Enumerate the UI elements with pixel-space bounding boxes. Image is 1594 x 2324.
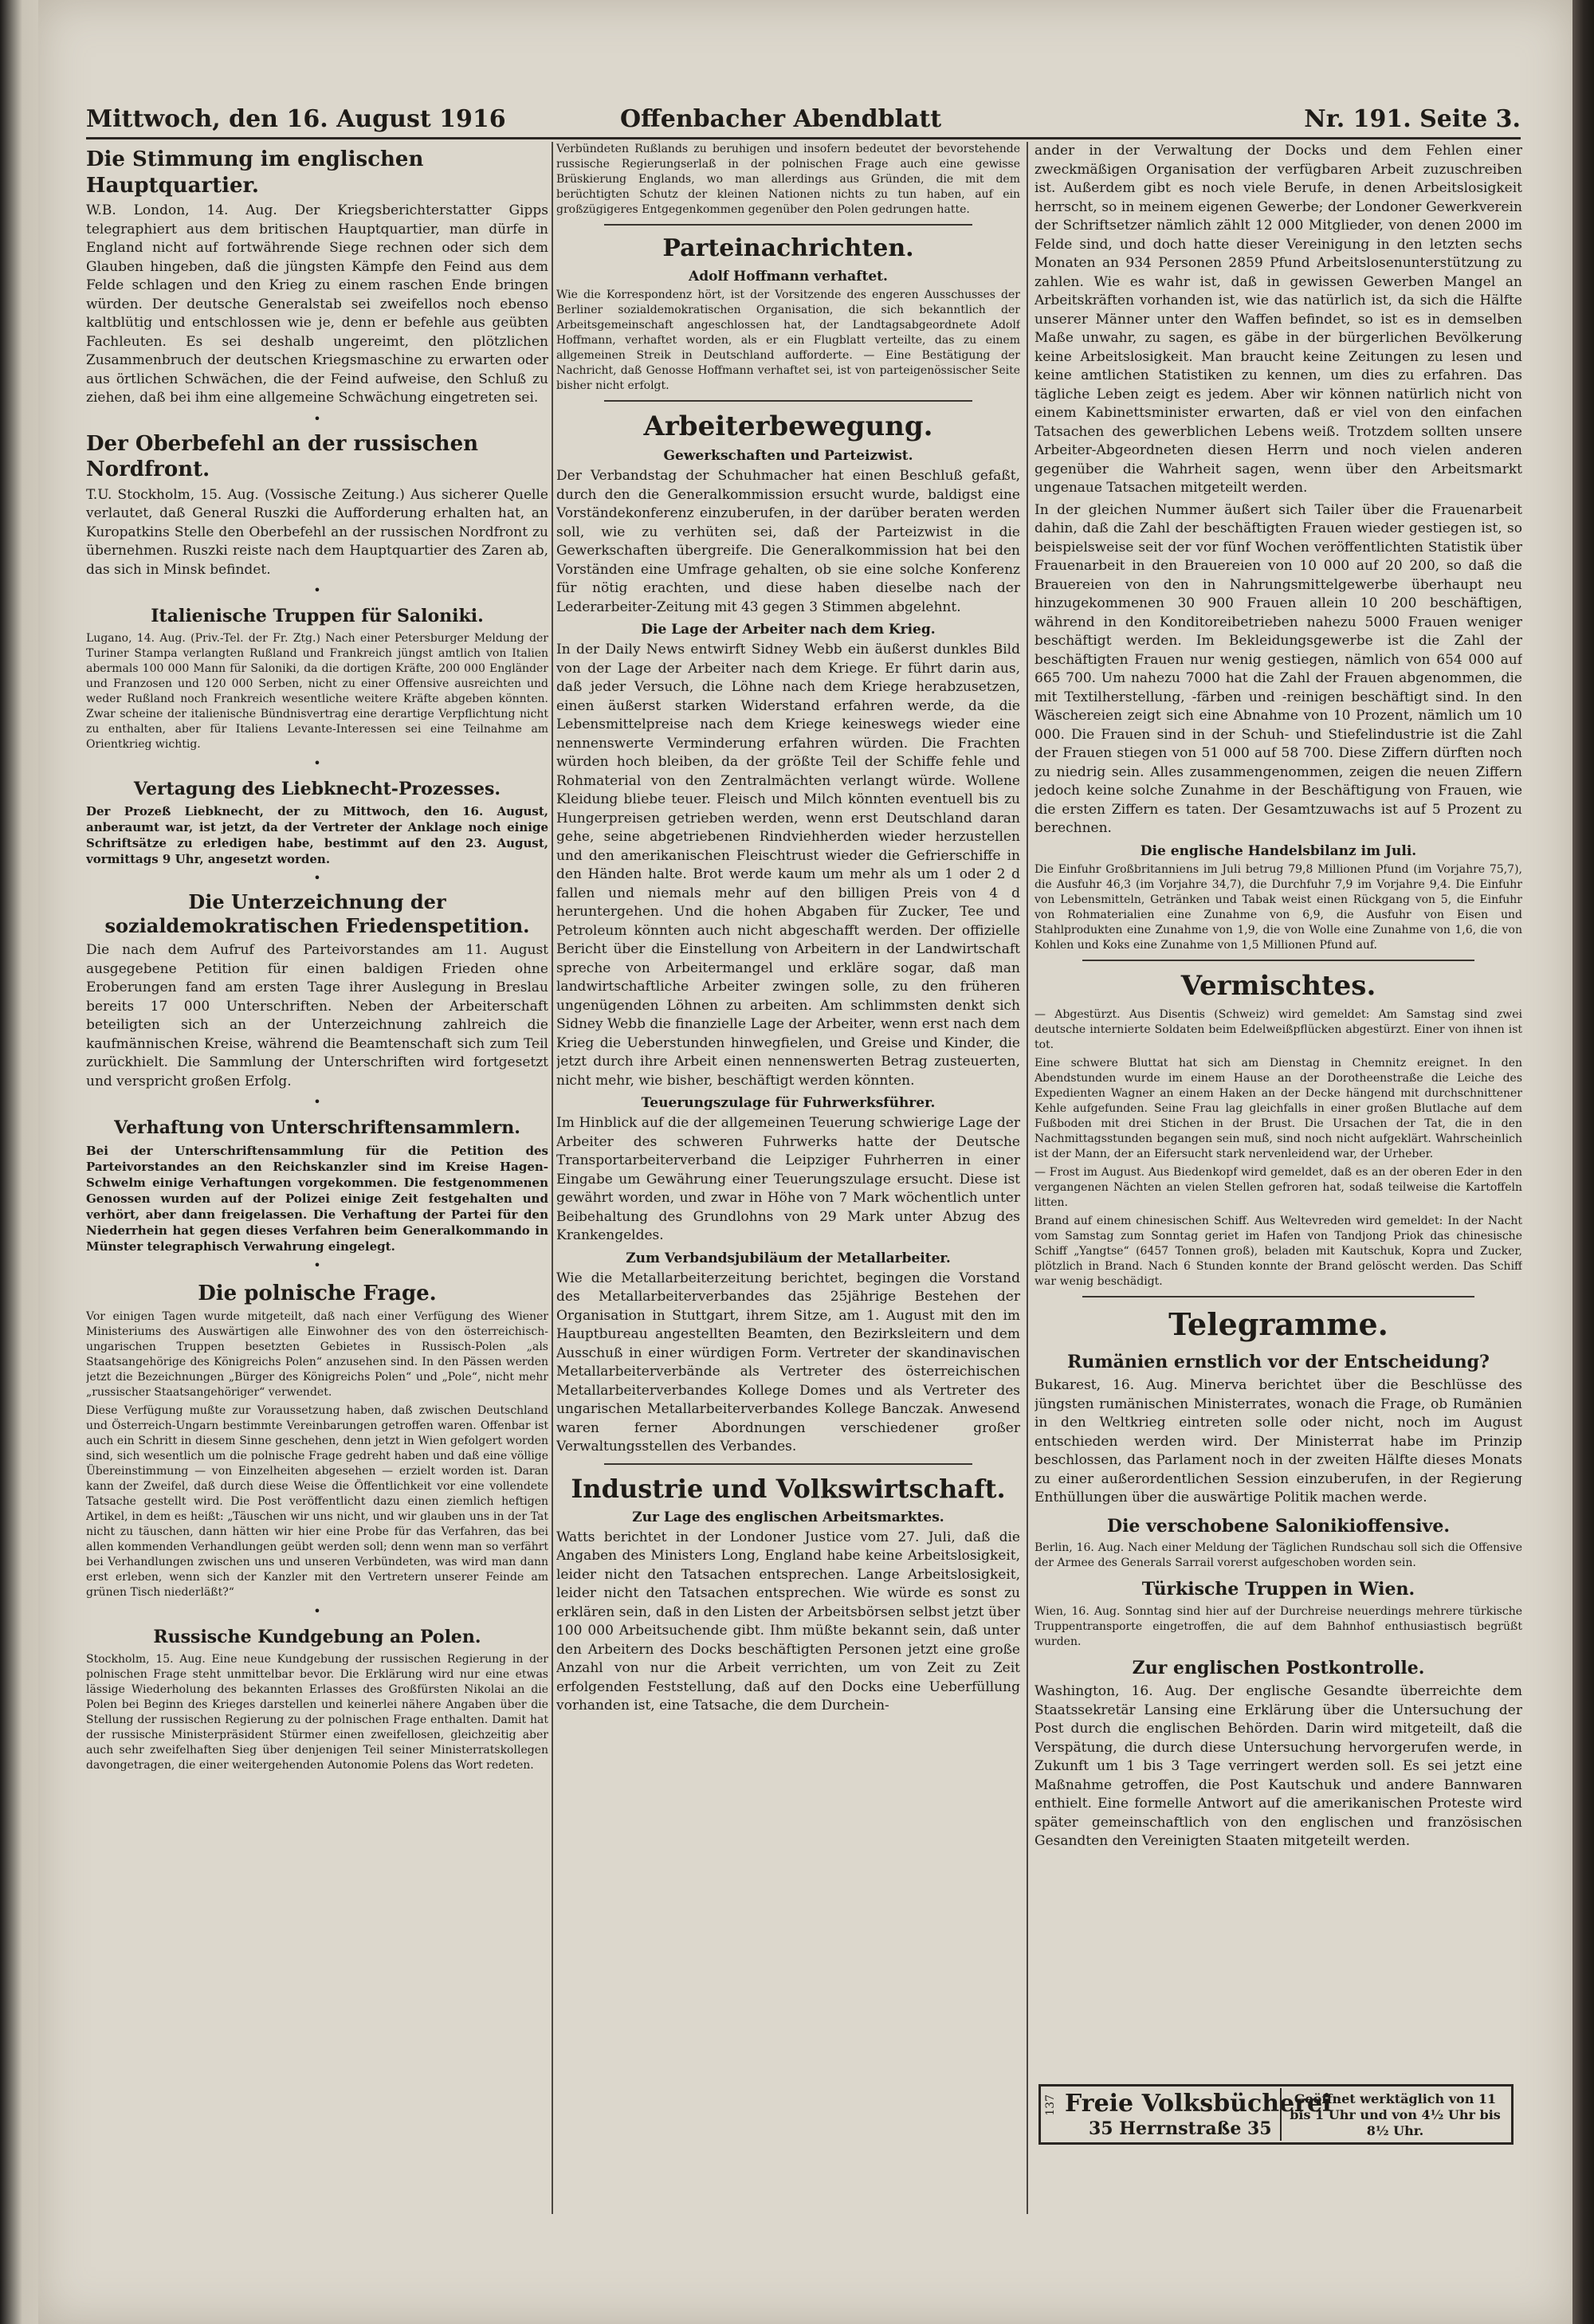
article-title: Die polnische Frage. bbox=[198, 1281, 437, 1305]
separator-star: • bbox=[313, 1094, 321, 1109]
separator-star: • bbox=[313, 1257, 321, 1273]
article-text: Bei der Unterschriftensammlung für die Petition des Parteivorstandes an den Reichskanzler sind im Kreise Hagen-Schwelm einige Verhaftungen vorgekommen. Die festgenommenen Genossen wurden auf der Polizei einige Zeit festgehalten und verhört, aber dann freigelassen. Die Verhaftung der Partei für den Niederrhein hat gegen dieses Verfahren beim Generalkommando in Münster telegraphisch Verwahrung eingelegt. bbox=[86, 1143, 548, 1254]
section-title: Telegramme. bbox=[1168, 1306, 1388, 1342]
article-text: Die nach dem Aufruf des Parteivorstandes am 11. August ausgegebene Petition für einen baldigen Frieden ohne Eroberungen fand am ersten Tage ihrer Auslegung in Breslau bereits 17 000 Unterschriften. Neben der Arbeiterschaft beteiligten sich an der Unterzeichnung zahlreich die kaufmännischen Kreise, während die Beamtenschaft sich zum Teil zurückhielt. Die Sammlung der Unterschriften wird fortgesetzt und verspricht großen Erfolg. bbox=[86, 942, 548, 1089]
article-subtitle: Die Lage der Arbeiter nach dem Krieg. bbox=[641, 622, 936, 638]
column-1 bbox=[86, 142, 548, 2230]
divider bbox=[604, 1463, 972, 1465]
article-subtitle: Teuerungszulage für Fuhrwerksführer. bbox=[641, 1095, 936, 1111]
separator-star: • bbox=[313, 1604, 321, 1619]
column-divider-2 bbox=[1027, 142, 1028, 2214]
article-text: Watts berichtet in der Londoner Justice vom 27. Juli, daß die Angaben des Ministers Long, England habe keine Arbeitslosigkeit, leider nicht den Tatsachen entsprechen. Lange Arbeitslosigkeit, leider nicht den Tatsachen entsprechen. Wie würde es sonst zu erklären sein, daß in den Listen der Arbeitsbörsen selbst jetzt über 100 000 Arbeitsuchende gibt. Ihm müßte bekannt sein, daß unter den Arbeitern des Docks beschäftigten Personen jetzt eine große Anzahl von nur die Arbeit verrichten, um von Zeit zu Zeit erfolgenden Feststellung, daß auf den Docks eine Ueberfüllung vorhanden ist, eine Tatsache, die dem Durchein- bbox=[556, 1529, 1020, 1714]
article-subtitle: Zur Lage des englischen Arbeitsmarktes. bbox=[632, 1509, 944, 1525]
article-text: Die Einfuhr Großbritanniens im Juli betrug 79,8 Millionen Pfund (im Vorjahre 75,7), die Ausfuhr 46,3 (im Vorjahre 34,7), die Durchfuhr 7,9 im Vorjahre 9,4. Die Einfuhr von Lebensmitteln, Getränken und Tabak weist einen Rückgang von 5, die Einfuhr von Rohmaterialien eine Zunahme von 6,9, die Ausfuhr von Eisen und Stahlprodukten eine Zunahme von 1,9, die von Wolle eine Zunahme von 1,6, die von Kohlen und Koks eine Zunahme von 1,5 Millionen Pfund auf. bbox=[1035, 862, 1522, 952]
article-text: Diese Verfügung mußte zur Voraussetzung haben, daß zwischen Deutschland und Österreich-Ungarn bestimmte Vereinbarungen getroffen waren. Offenbar ist auch ein Schritt in diesem Sinne geschehen, denn jetzt in Wien gefolgert worden sind, sich wesentlich um die polnische Frage gedreht haben und daß eine völlige Übereinstimmung — von Einzelheiten abgesehen — erzielt worden ist. Daran kann der Zweifel, daß durch diese Weise die Öffentlichkeit vor eine vollendete Tatsache gestellt wird. Die Post veröffentlicht dazu einen ziemlich heftigen Artikel, in dem es heißt: „Täuschen wir uns nicht, und wir glauben uns in der Tat nicht zu täuschen, dann hätten wir hier eine Probe für das Verfahren, das bei allen kommenden Verhandlungen geübt werden soll; denn wenn man so verfährt bei Verhandlungen zwischen uns und unseren Verbündeten, was wird man dann erst erleben, wenn sich der Kanzler mit den Vertretern unserer Feinde am grünen Tisch niederläßt?“ bbox=[86, 1404, 548, 1599]
newspaper-page bbox=[38, 0, 1572, 2324]
article-text: Vor einigen Tagen wurde mitgeteilt, daß nach einer Verfügung des Wiener Ministeriums des Auswärtigen alle Einwohner des von den österreichisch-ungarischen Truppen besetzten Gebietes in Russisch-Polen „als Staatsangehörige des Königreichs Polen“ anzusehen sind. In den Pässen werden jetzt die Bezeichnungen „Bürger des Königreichs Polen“ und „Pole“, nicht mehr „russischer Staatsangehöriger“ verwendet. bbox=[86, 1310, 548, 1399]
article-title: Der Oberbefehl an der russischen Nordfront. bbox=[86, 431, 479, 481]
article-text: W.B. London, 14. Aug. Der Kriegsberichterstatter Gipps telegraphiert aus dem britischen Hauptquartier, man dürfe in England nicht auf fortwährende Siege rechnen oder sich dem Glauben hingeben, daß die jüngsten Kämpfe den Feind aus dem Felde schlagen und den Krieg zu einem raschen Ende bringen würden. Der deutsche Generalstab sei zweifellos noch ebenso kaltblütig und entschlossen wie je, denn er befehle aus geübten Fachleuten. Es sei deshalb ungereimt, den plötzlichen Zusammenbruch der deutschen Kriegsmaschine zu erwarten oder aus örtlichen Schwächen, die der Feind aufweise, den Schluß zu ziehen, daß bei ihm eine allgemeine Schwächung eingetreten sei. bbox=[86, 202, 548, 406]
article-subtitle: Gewerkschaften und Parteizwist. bbox=[663, 448, 913, 464]
section-title: Arbeiterbewegung. bbox=[643, 410, 933, 442]
divider bbox=[604, 400, 972, 402]
header-date: Mittwoch, den 16. August 1916 bbox=[86, 105, 506, 133]
article-subtitle: Zum Verbandsjubiläum der Metallarbeiter. bbox=[626, 1250, 951, 1266]
article-text: In der gleichen Nummer äußert sich Tailer über die Frauenarbeit dahin, daß die Zahl der beschäftigten Frauen wieder gestiegen ist, so beispielsweise seit der vor fünf Wochen veröffentlichten Statistik über Frauenarbeit in den Brauereien von 10 000 auf 20 200, so daß die Brauereien von den in Nahrungsmittelgewerbe überhaupt neu hinzugekommenen 30 900 Frauen allein 10 200 beschäftigen, während in den Konditoreibetrieben nahezu 5000 Frauen weniger beschäftigt werden. Im Bekleidungsgewerbe ist die Zahl der beschäftigten Frauen nur wenig gestiegen, nämlich von 654 000 auf 665 700. Um nahezu 7000 hat die Zahl der Frauen abgenommen, die mit Textilherstellung, -färben und -reinigen beschäftigt sind. In den Wäschereien zeigt sich eine Abnahme von 10 Prozent, nämlich um 10 000. Die Frauen sind in der Schuh- und Stiefelindustrie ist die Zahl der Frauen stiegen von 51 000 auf 58 700. Diese Ziffern dürften noch zu niedrig sein. Alles zusammengenommen, zeigen die neuen Ziffern jedoch keine solche Zunahme in der Beschäftigung von Frauen, wie die ersten Ziffern es taten. Der Gesamtzuwachs ist auf 5 Prozent zu berechnen. bbox=[1035, 501, 1522, 836]
article-text: Wien, 16. Aug. Sonntag sind hier auf der Durchreise neuerdings mehrere türkische Truppentransporte eingetroffen, die auf dem Bahnhof enthusiastisch begrüßt wurden. bbox=[1035, 1604, 1522, 1648]
article-text: Der Verbandstag der Schuhmacher hat einen Beschluß gefaßt, durch den die Generalkommission ersucht wurde, baldigst eine Vorständekonferenz einzuberufen, in der darüber beraten werden soll, wie zu verhüten sei, daß der Parteizwist in die Gewerkschaften übergreife. Die Generalkommission hat bei den Vorständen eine Umfrage gehalten, ob sie eine solche Konferenz für nötig erachten, und diese haben dieselbe nach der Lederarbeiter-Zeitung mit 43 gegen 3 Stimmen abgelehnt. bbox=[556, 468, 1020, 615]
separator-star: • bbox=[313, 870, 321, 885]
article-text: Washington, 16. Aug. Der englische Gesandte überreichte dem Staatssekretär Lansing eine Erklärung über die Untersuchung der Post durch die englischen Behörden. Darin wird mitgeteilt, daß die Verspätung, die durch diese Untersuchung hervorgerufen werde, in Zukunft um 1 bis 3 Tage verringert werden soll. Es sei jetzt eine Maßnahme getroffen, die Post Kautschuk und andere Bannwaren enthielt. Eine formelle Antwort auf die amerikanischen Proteste wird später gemeinschaftlich von den englischen und französischen Gesandten den Vereinigten Staaten mitgeteilt werden. bbox=[1035, 1683, 1522, 1849]
article-title: Die verschobene Salonikioffensive. bbox=[1107, 1515, 1450, 1537]
header-masthead: Offenbacher Abendblatt bbox=[620, 105, 942, 133]
article-title: Vertagung des Liebknecht-Prozesses. bbox=[133, 778, 501, 799]
header-issue: Nr. 191. Seite 3. bbox=[1304, 105, 1521, 133]
article-title: Die Stimmung im englischen Hauptquartier. bbox=[86, 147, 424, 198]
article-text: T.U. Stockholm, 15. Aug. (Vossische Zeitung.) Aus sicherer Quelle verlautet, daß General Ruszki die Aufforderung erhalten hat, an Kuropatkins Stelle den Oberbefehl an der russischen Nordfront zu übernehmen. Ruszki reiste nach dem Hauptquartier des Zaren ab, das sich in Minsk befindet. bbox=[86, 486, 548, 578]
ad-opening-hours: Geöffnet werktäglich von 11 bis 1 Uhr und von 4½ Uhr bis 8½ Uhr. bbox=[1280, 2088, 1509, 2141]
ad-number: 137 bbox=[1044, 2094, 1057, 2116]
article-title: Die Unterzeichnung der sozialdemokratischen Friedenspetition. bbox=[104, 890, 530, 937]
article-subtitle: Die englische Handelsbilanz im Juli. bbox=[1140, 842, 1417, 859]
section-title: Vermischtes. bbox=[1180, 969, 1376, 1002]
library-advertisement bbox=[1038, 2084, 1514, 2145]
article-text: — Abgestürzt. Aus Disentis (Schweiz) wird gemeldet: Am Samstag sind zwei deutsche internierte Soldaten beim Edelweißpflücken abgestürzt. Einer von ihnen ist tot. bbox=[1035, 1008, 1522, 1051]
section-title: Parteinachrichten. bbox=[662, 234, 914, 262]
article-text: In der Daily News entwirft Sidney Webb ein äußerst dunkles Bild von der Lage der Arbeiter nach dem Kriege. Er führt darin aus, daß jeder Versuch, die Löhne nach dem Kriege herabzusetzen, einen äußerst starken Widerstand erfahren werde, da die Lebensmittelpreise nach dem Kriege keineswegs wieder eine nennenswerte Verminderung erfahren würden. Die Frachten würden hoch bleiben, da der größte Teil der Schiffe fehle und Rohmaterial von den Zentralmächten verlangt würde. Wollene Kleidung bliebe teuer. Fleisch und Milch könnten eventuell bis zu Hungerpreisen getrieben werden, wenn erst Deutschland daran gehe, seine abgetriebenen Rindviehherden wieder herzustellen und den amerikanischen Fleischtrust wieder die Gefrierschiffe in den Händen halte. Brot werde kaum um mehr als um 1 oder 2 d fallen und niemals mehr auf den billigen Preis von 4 d heruntergehen. Und die hohen Abgaben für Zucker, Tee und Petroleum könnten auch nicht abgeschafft werden. Der offizielle Bericht über die Einstellung von Arbeitern in der Landwirtschaft spreche von Arbeitermangel und erkläre sogar, daß man landwirtschaftliche Arbeiter zwingen solle, zu den früheren ungenügenden Löhnen zu arbeiten. Am schlimmsten denkt sich Sidney Webb die finanzielle Lage der Arbeiter, wenn erst nach dem Krieg die Ueberstunden hinwegfielen, und Greise und Kinder, die jetzt durch ihre Arbeit einen nennenswerten Betrag zusteuerten, nicht mehr, wie bisher, beschäftigt werden könnten. bbox=[556, 642, 1020, 1089]
article-text: — Frost im August. Aus Biedenkopf wird gemeldet, daß es an der oberen Eder in den vergangenen Nächten an vielen Stellen gefroren hat, sodaß teilweise die Kartoffeln litten. bbox=[1035, 1166, 1522, 1209]
article-text: ander in der Verwaltung der Docks und dem Fehlen einer zweckmäßigen Organisation der verfügbaren Arbeit zuzuschreiben ist. Außerdem gibt es noch viele Berufe, in denen Arbeitslosigkeit herrscht, so in meinem eigenen Gewerbe; der Londoner Gewerkverein der Schriftsetzer nämlich zählt 12 000 Mitglieder, von denen 2000 im Felde sind, und doch hatte dieser Vereinigung in den letzten sechs Monaten an 934 Personen 2859 Pfund Arbeitslosenunterstützung zu zahlen. Wie es wahr ist, daß in gewissen Gewerben Mangel an Arbeitskräften vorhanden ist, wie das natürlich ist, da sich die Hälfte unserer Männer unter den Waffen befindet, so ist es in demselben Maße unwahr, zu sagen, es gäbe in der bürgerlichen Bevölkerung keine Arbeitslosigkeit. Man braucht keine Zeitungen zu lesen und keine amtlichen Statistiken zu kennen, um dies zu erfahren. Das tägliche Leben zeigt es jedem. Aber wir können natürlich nicht von einem Kabinettsminister erwarten, daß er viel von den einfachen Tatsachen des gewerblichen Lebens weiß. Trotzdem sollten unsere Arbeiter-Abgeordneten diesen Herrn und noch vielen anderen gegenüber die Wahrheit sagen, wenn über den Arbeitsmarkt ungenaue Tatsachen mitgeteilt werden. bbox=[1035, 143, 1522, 496]
ad-library-name: Freie Volksbücherei bbox=[1065, 2090, 1332, 2118]
divider bbox=[1082, 1296, 1474, 1297]
article-text: Der Prozeß Liebknecht, der zu Mittwoch, den 16. August, anberaumt war, ist jetzt, da der Vertreter der Anklage noch einige Schriftsätze zu erledigen habe, bestimmt auf den 23. August, vormittags 9 Uhr, angesetzt worden. bbox=[86, 804, 548, 866]
separator-star: • bbox=[313, 410, 321, 426]
article-text: Brand auf einem chinesischen Schiff. Aus Weltevreden wird gemeldet: In der Nacht vom Samstag zum Sonntag geriet im Hafen von Tandjong Priok das chinesische Schiff „Yangtse“ (6457 Tonnen groß), beladen mit Kautschuk, Kopra und Zucker, plötzlich in Brand. Nach 6 Stunden konnte der Brand gelöscht werden. Das Schiff war wenig beschädigt. bbox=[1035, 1215, 1522, 1288]
article-title: Rumänien ernstlich vor der Entscheidung? bbox=[1067, 1351, 1490, 1372]
header-rule bbox=[86, 137, 1521, 139]
divider bbox=[604, 224, 972, 226]
article-text: Berlin, 16. Aug. Nach einer Meldung der Täglichen Rundschau soll sich die Offensive der Armee des Generals Sarrail vorerst aufgeschoben worden sein. bbox=[1035, 1541, 1522, 1569]
divider bbox=[1082, 960, 1474, 961]
article-title: Italienische Truppen für Saloniki. bbox=[151, 606, 484, 626]
column-3 bbox=[1035, 142, 1522, 2150]
article-text: Wie die Korrespondenz hört, ist der Vorsitzende des engeren Ausschusses der Berliner sozialdemokratischen Organisation, die sich bekanntlich der Arbeitsgemeinschaft angeschlossen hat, der Landtagsabgeordnete Adolf Hoffmann, verhaftet worden, als er ein Flugblatt verteilte, das zu einem allgemeinen Streik in Deutschland aufforderte. — Eine Bestätigung der Nachricht, daß Genosse Hoffmann verhaftet sei, ist von parteigenössischer Seite bisher nicht erfolgt. bbox=[556, 288, 1020, 392]
page-header bbox=[86, 105, 1521, 137]
article-text: Bukarest, 16. Aug. Minerva berichtet über die Beschlüsse des jüngsten rumänischen Ministerrates, wonach die Frage, ob Rumänien in den Weltkrieg eintreten solle oder nicht, noch im August entschieden werden wird. Der Ministerrat habe im Prinzip beschlossen, das Parlament noch in der zweiten Hälfte dieses Monats zu einer außerordentlichen Session einzuberufen, in der Regierung Enthüllungen über die auswärtige Politik machen werde. bbox=[1035, 1377, 1522, 1505]
article-title: Russische Kundgebung an Polen. bbox=[153, 1627, 481, 1647]
column-divider-1 bbox=[552, 142, 553, 2214]
article-text: Lugano, 14. Aug. (Priv.-Tel. der Fr. Ztg.) Nach einer Petersburger Meldung der Turiner Stampa verlangten Rußland und Frankreich jüngst amtlich von Italien abermals 100 000 Mann für Saloniki, da die dortigen Kräfte, 200 000 Engländer und Franzosen und 120 000 Serben, nicht zu einer Offensive ausreichten und weder Rußland noch Frankreich wesentliche weitere Kräfte abgeben könnten. Zwar scheine der italienische Bündnisvertrag eine derartige Verpflichtung nicht zu enthalten, aber für Italiens Levante-Interessen sei eine Teilnahme am Orientkrieg wichtig. bbox=[86, 631, 548, 751]
separator-star: • bbox=[313, 583, 321, 598]
article-text: Stockholm, 15. Aug. Eine neue Kundgebung der russischen Regierung in der polnischen Frage steht unmittelbar bevor. Die Erklärung wird nur eine etwas lässige Wiederholung des bekannten Erlasses des Großfürsten Nikolai an die Polen bei Beginn des Krieges darstellen und keinerlei nähere Angaben über die Stellung der russischen Regierung zu der polnischen Frage enthalten. Damit hat der russische Ministerpräsident Stürmer einen zweifellosen, gleichzeitig aber auch sehr zweifelhaften Sieg über denjenigen Teil seiner Ministerratskollegen davongetragen, die einer weitergehenden Autonomie Polens das Wort redeten. bbox=[86, 1652, 548, 1772]
article-text: Verbündeten Rußlands zu beruhigen und insofern bedeutet der bevorstehende russische Regierungserlaß in der polnischen Frage auch eine gewisse Brüskierung Englands, wo man allerdings aus Gründen, die mit dem berüchtigten Schutz der kleinen Nationen nichts zu tun haben, auf ein großzügigeres Entgegenkommen gegenüber den Polen gedrungen hatte. bbox=[556, 143, 1020, 216]
separator-star: • bbox=[313, 755, 321, 771]
ad-address: 35 Herrnstraße 35 bbox=[1089, 2118, 1272, 2139]
article-text: Wie die Metallarbeiterzeitung berichtet, begingen die Vorstand des Metallarbeiterverbandes das 25jährige Bestehen der Organisation in Stuttgart, ihrem Sitze, am 1. August mit den im Hauptbureau angestellten Beamten, den Bezirksleitern und dem Ausschuß in einer würdigen Form. Vertreter der skandinavischen Metallarbeiterverbände als Vertreter des österreichischen Metallarbeiterverbandes Kollege Domes und als Vertreter des ungarischen Metallarbeiterverbandes Kollege Banczak. Anwesend waren ferner Abordnungen verschiedener großer Verwaltungsstellen des Verbandes. bbox=[556, 1270, 1020, 1454]
article-text: Eine schwere Bluttat hat sich am Dienstag in Chemnitz ereignet. In den Abendstunden wurde im einem Hause an der Dorotheenstraße die Leiche des Expedienten Wagner an einem Haken an der Decke hängend mit durchschnittener Kehle aufgefunden. Seine Frau lag gleichfalls in einer großen Blutlache auf dem Fußboden mit drei Stichen in der Brust. Die Ursachen der Tat, die in den Nachmittagsstunden begangen sein muß, sind noch nicht aufgeklärt. Wahrscheinlich ist der Mann, der an Eifersucht stark nervenleidend war, der Urheber. bbox=[1035, 1057, 1522, 1160]
article-title: Zur englischen Postkontrolle. bbox=[1132, 1657, 1425, 1678]
article-subtitle: Adolf Hoffmann verhaftet. bbox=[689, 268, 888, 285]
article-title: Türkische Truppen in Wien. bbox=[1141, 1579, 1415, 1600]
column-2 bbox=[556, 142, 1020, 2214]
section-title: Industrie und Volkswirtschaft. bbox=[571, 1473, 1006, 1504]
article-title: Verhaftung von Unterschriftensammlern. bbox=[114, 1117, 520, 1138]
article-text: Im Hinblick auf die der allgemeinen Teuerung schwierige Lage der Arbeiter des schweren Fuhrwerks hatte der Deutsche Transportarbeiterverband die Leipziger Fuhrherren in einer Eingabe um Gewährung einer Teuerungszulage ersucht. Diese ist gewährt worden, und zwar in Höhe von 7 Mark wöchentlich unter Beibehaltung des Grundlohns von 29 Mark unter Abzug des Krankengeldes. bbox=[556, 1115, 1020, 1243]
